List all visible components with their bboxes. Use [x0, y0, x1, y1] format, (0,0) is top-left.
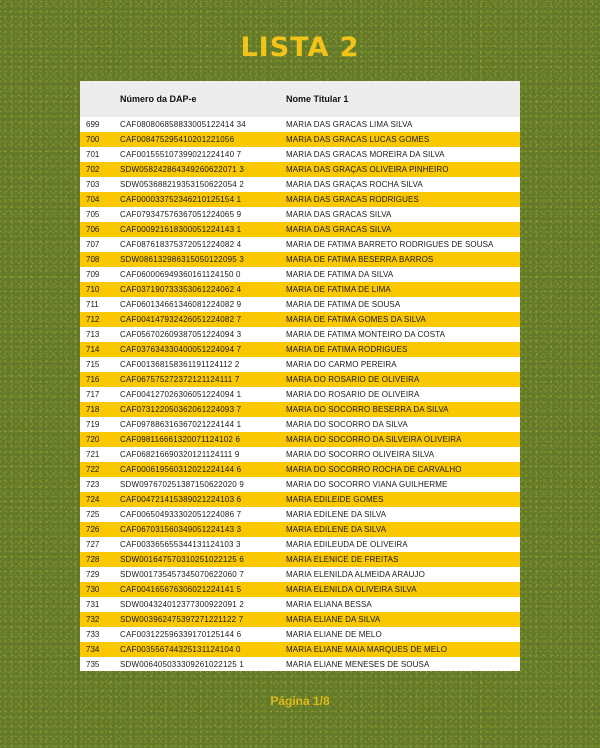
cell-holder-name: MARIA DE FATIMA BESERRA BARROS: [284, 252, 520, 267]
cell-holder-name: MARIA ELIANE DA SILVA: [284, 612, 520, 627]
table-row: [80, 117, 520, 132]
page-number: Página 1/8: [270, 694, 330, 708]
table-row: [80, 462, 520, 477]
table-row: [80, 507, 520, 522]
cell-holder-name: MARIA DAS GRAÇAS OLIVEIRA PINHEIRO: [284, 162, 520, 177]
table-row: [80, 147, 520, 162]
table-row: [80, 582, 520, 597]
cell-index: 731: [80, 597, 118, 612]
table-row: [80, 312, 520, 327]
cell-holder-name: MARIA DE FATIMA BARRETO RODRIGUES DE SOUSA: [284, 237, 520, 252]
table-row: [80, 177, 520, 192]
table-row: [80, 432, 520, 447]
table-row: [80, 252, 520, 267]
cell-index: 701: [80, 147, 118, 162]
table-row: [80, 327, 520, 342]
cell-dap-number: SDW097670251387150622020 9: [118, 477, 284, 492]
cell-holder-name: MARIA DO SOCORRO VIANA GUILHERME: [284, 477, 520, 492]
table-row: [80, 642, 520, 657]
cell-holder-name: MARIA DE FATIMA DE LIMA: [284, 282, 520, 297]
cell-dap-number: SDW003962475397271221122 7: [118, 612, 284, 627]
cell-holder-name: MARIA ELIANA BESSA: [284, 597, 520, 612]
cell-holder-name: MARIA ELIANE DE MELO: [284, 627, 520, 642]
cell-index: 710: [80, 282, 118, 297]
cell-holder-name: MARIA DO SOCORRO ROCHA DE CARVALHO: [284, 462, 520, 477]
cell-holder-name: MARIA ELIANE MAIA MARQUES DE MELO: [284, 642, 520, 657]
cell-holder-name: MARIA DO SOCORRO DA SILVEIRA OLIVEIRA: [284, 432, 520, 447]
table-row: [80, 552, 520, 567]
table-row: [80, 447, 520, 462]
cell-index: 735: [80, 657, 118, 671]
cell-index: 730: [80, 582, 118, 597]
cell-dap-number: CAF001555107399021224140 7: [118, 147, 284, 162]
cell-dap-number: CAF004127026306051224094 1: [118, 387, 284, 402]
cell-dap-number: CAF003122596339170125144 6: [118, 627, 284, 642]
table-row: [80, 567, 520, 582]
cell-index: 723: [80, 477, 118, 492]
cell-index: 721: [80, 447, 118, 462]
table-row: [80, 192, 520, 207]
table-row: [80, 342, 520, 357]
cell-holder-name: MARIA EDILENE DA SILVA: [284, 507, 520, 522]
cell-index: 715: [80, 357, 118, 372]
cell-holder-name: MARIA DAS GRACAS LIMA SILVA: [284, 117, 520, 132]
cell-index: 728: [80, 552, 118, 567]
cell-index: 708: [80, 252, 118, 267]
cell-dap-number: CAF060006949360161124150 0: [118, 267, 284, 282]
cell-holder-name: MARIA ELIANE MENESES DE SOUSA: [284, 657, 520, 671]
cell-dap-number: CAF097886316367021224144 1: [118, 417, 284, 432]
table-row: [80, 132, 520, 147]
cell-index: 709: [80, 267, 118, 282]
cell-dap-number: CAF037190733353061224062 4: [118, 282, 284, 297]
table-row: [80, 477, 520, 492]
cell-index: 706: [80, 222, 118, 237]
cell-dap-number: SDW006405033309261022125 1: [118, 657, 284, 671]
cell-dap-number: CAF003365655344131124103 3: [118, 537, 284, 552]
table-row: [80, 372, 520, 387]
cell-dap-number: CAF098116661320071124102 6: [118, 432, 284, 447]
cell-dap-number: CAF079347576367051224065 9: [118, 207, 284, 222]
cell-index: 703: [80, 177, 118, 192]
cell-holder-name: MARIA DAS GRACAS SILVA: [284, 207, 520, 222]
cell-holder-name: MARIA DE FATIMA MONTEIRO DA COSTA: [284, 327, 520, 342]
table-row: [80, 267, 520, 282]
cell-holder-name: MARIA DE FATIMA RODRIGUES: [284, 342, 520, 357]
table-row: [80, 627, 520, 642]
cell-dap-number: SDW001647570310251022125 6: [118, 552, 284, 567]
cell-dap-number: CAF004721415389021224103 6: [118, 492, 284, 507]
header-index: [80, 81, 118, 117]
table-row: [80, 237, 520, 252]
cell-dap-number: CAF000619560312021224144 6: [118, 462, 284, 477]
cell-holder-name: MARIA DO SOCORRO DA SILVA: [284, 417, 520, 432]
cell-index: 716: [80, 372, 118, 387]
cell-dap-number: CAF067575272372121124111 7: [118, 372, 284, 387]
table-row: [80, 657, 520, 671]
cell-dap-number: SDW004324012377300922091 2: [118, 597, 284, 612]
cell-dap-number: CAF004165676306021224141 5: [118, 582, 284, 597]
cell-dap-number: SDW053688219353150622054 2: [118, 177, 284, 192]
cell-dap-number: CAF003556744325131124104 0: [118, 642, 284, 657]
table-row: [80, 522, 520, 537]
cell-dap-number: CAF037634330400051224094 7: [118, 342, 284, 357]
cell-index: 699: [80, 117, 118, 132]
cell-holder-name: MARIA EDILEIDE GOMES: [284, 492, 520, 507]
cell-holder-name: MARIA DE FATIMA DE SOUSA: [284, 297, 520, 312]
page-title: LISTA 2: [240, 32, 360, 63]
cell-index: 729: [80, 567, 118, 582]
cell-dap-number: CAF000921618300051224143 1: [118, 222, 284, 237]
table-row: [80, 387, 520, 402]
table-row: [80, 357, 520, 372]
table-row: [80, 402, 520, 417]
cell-index: 718: [80, 402, 118, 417]
cell-holder-name: MARIA DO CARMO PEREIRA: [284, 357, 520, 372]
cell-holder-name: MARIA EDILEUDA DE OLIVEIRA: [284, 537, 520, 552]
table-row: [80, 162, 520, 177]
cell-holder-name: MARIA DAS GRACAS LUCAS GOMES: [284, 132, 520, 147]
cell-dap-number: CAF068216690320121124111 9: [118, 447, 284, 462]
table-row: [80, 612, 520, 627]
cell-index: 700: [80, 132, 118, 147]
cell-holder-name: MARIA DAS GRACAS SILVA: [284, 222, 520, 237]
cell-dap-number: SDW086132986315050122095 3: [118, 252, 284, 267]
cell-index: 726: [80, 522, 118, 537]
table-row: [80, 222, 520, 237]
cell-dap-number: CAF000033752346210125154 1: [118, 192, 284, 207]
table-row: [80, 207, 520, 222]
cell-dap-number: CAF001368158361191124112 2: [118, 357, 284, 372]
cell-index: 732: [80, 612, 118, 627]
cell-index: 720: [80, 432, 118, 447]
table-row: [80, 492, 520, 507]
cell-dap-number: CAF006504933302051224086 7: [118, 507, 284, 522]
cell-dap-number: SDW001735457345070622060 7: [118, 567, 284, 582]
cell-holder-name: MARIA DAS GRACAS RODRIGUES: [284, 192, 520, 207]
cell-index: 717: [80, 387, 118, 402]
cell-index: 714: [80, 342, 118, 357]
header-dap-number: Número da DAP-e: [118, 81, 284, 117]
cell-holder-name: MARIA EDILENE DA SILVA: [284, 522, 520, 537]
cell-index: 713: [80, 327, 118, 342]
cell-holder-name: MARIA DO SOCORRO OLIVEIRA SILVA: [284, 447, 520, 462]
cell-holder-name: MARIA ELENILDA OLIVEIRA SILVA: [284, 582, 520, 597]
table-header-row: [80, 81, 520, 117]
list-table-sheet: [80, 81, 520, 671]
cell-holder-name: MARIA DO SOCORRO BESERRA DA SILVA: [284, 402, 520, 417]
cell-index: 711: [80, 297, 118, 312]
cell-index: 734: [80, 642, 118, 657]
cell-holder-name: MARIA ELENILDA ALMEIDA ARAUJO: [284, 567, 520, 582]
cell-dap-number: CAF004147932426051224082 7: [118, 312, 284, 327]
cell-index: 702: [80, 162, 118, 177]
cell-index: 719: [80, 417, 118, 432]
cell-dap-number: CAF060134661346081224082 9: [118, 297, 284, 312]
cell-index: 704: [80, 192, 118, 207]
cell-index: 724: [80, 492, 118, 507]
cell-index: 722: [80, 462, 118, 477]
table-row: [80, 297, 520, 312]
cell-holder-name: MARIA DO ROSARIO DE OLIVEIRA: [284, 387, 520, 402]
header-holder-name: Nome Titular 1: [284, 81, 520, 117]
cell-index: 727: [80, 537, 118, 552]
cell-index: 733: [80, 627, 118, 642]
cell-dap-number: CAF067031560349051224143 3: [118, 522, 284, 537]
cell-dap-number: CAF073122050362061224093 7: [118, 402, 284, 417]
cell-index: 712: [80, 312, 118, 327]
table-row: [80, 282, 520, 297]
cell-index: 707: [80, 237, 118, 252]
beneficiary-table: [80, 81, 520, 671]
table-row: [80, 417, 520, 432]
cell-holder-name: MARIA DAS GRAÇAS ROCHA SILVA: [284, 177, 520, 192]
table-row: [80, 537, 520, 552]
cell-index: 725: [80, 507, 118, 522]
cell-dap-number: CAF080806858833005122414 34: [118, 117, 284, 132]
cell-dap-number: CAF056702609387051224094 3: [118, 327, 284, 342]
cell-holder-name: MARIA DAS GRACAS MOREIRA DA SILVA: [284, 147, 520, 162]
table-body: [80, 117, 520, 671]
cell-dap-number: CAF087618375372051224082 4: [118, 237, 284, 252]
cell-index: 705: [80, 207, 118, 222]
cell-dap-number: SDW058242864349260622071 3: [118, 162, 284, 177]
cell-holder-name: MARIA DE FATIMA GOMES DA SILVA: [284, 312, 520, 327]
cell-dap-number: CAF008475295410201221056: [118, 132, 284, 147]
cell-holder-name: MARIA DO ROSARIO DE OLIVEIRA: [284, 372, 520, 387]
cell-holder-name: MARIA DE FATIMA DA SILVA: [284, 267, 520, 282]
table-row: [80, 597, 520, 612]
cell-holder-name: MARIA ELENICE DE FREITAS: [284, 552, 520, 567]
